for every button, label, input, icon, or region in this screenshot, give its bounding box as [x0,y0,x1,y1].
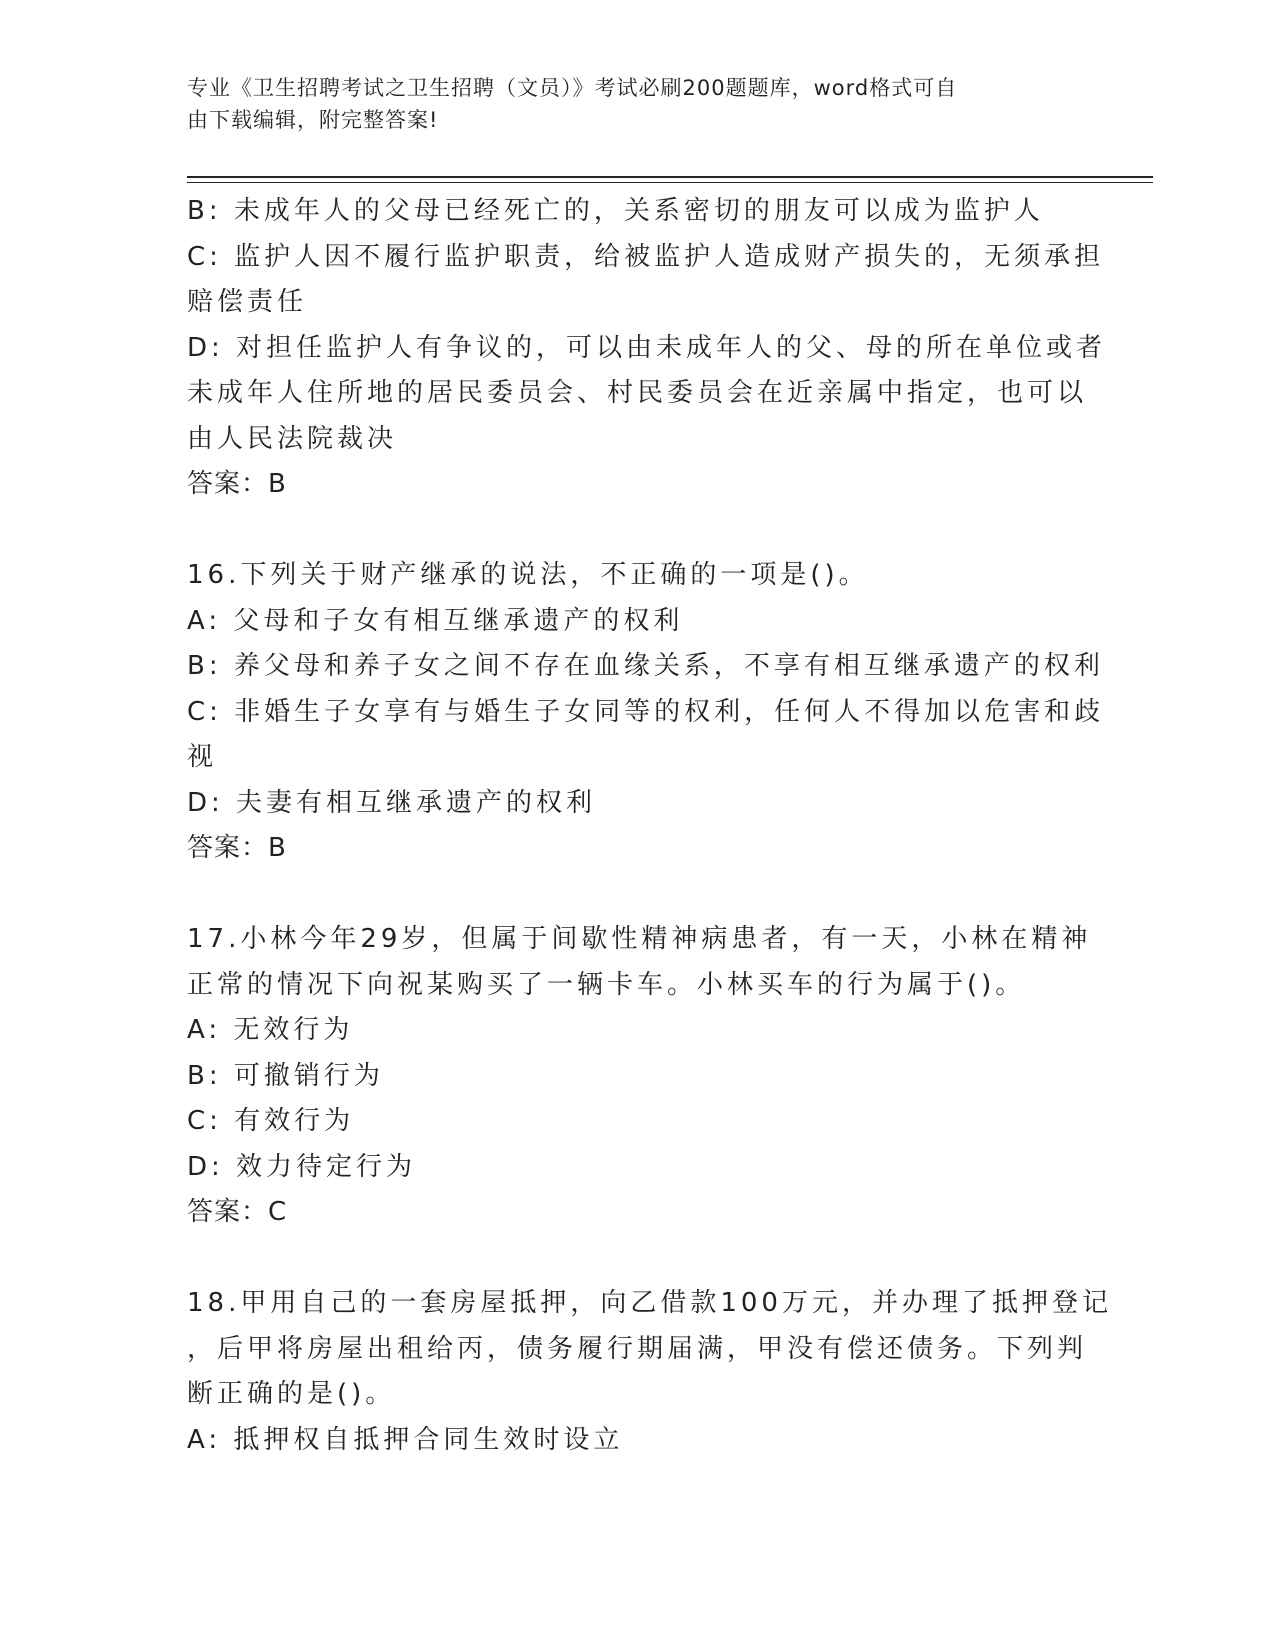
question-text-continued: 正常的情况下向祝某购买了一辆卡车。小林买车的行为属于()。 [187,969,1026,1000]
option-d-continued: 由人民法院裁决 [187,423,398,454]
option-a: A: 无效行为 [187,1015,354,1045]
option-b: B: 可撤销行为 [187,1060,384,1091]
question-list [187,189,1112,1463]
question-15-continued [187,189,1107,508]
option-c: C: 监护人因不履行监护职责，给被监护人造成财产损失的，无须承担 [187,241,1105,272]
option-b: B: 养父母和养子女之间不存在血缘关系，不享有相互继承遗产的权利 [187,651,1104,681]
option-b: B: 未成年人的父母已经死亡的，关系密切的朋友可以成为监护人 [187,196,1044,226]
question-text: 17.小林今年29岁，但属于间歇性精神病患者，有一天，小林在精神 [187,924,1092,954]
option-d: D: 对担任监护人有争议的，可以由未成年人的父、母的所在单位或者 [187,332,1107,363]
question-text: 18.甲用自己的一套房屋抵押，向乙借款100万元，并办理了抵押登记 [187,1288,1112,1318]
answer: 答案：B [187,833,287,863]
question-text-continued: ，后甲将房屋出租给丙，债务履行期届满，甲没有偿还债务。下列判 [187,1333,1088,1364]
option-c-continued: 赔偿责任 [187,287,308,317]
header-title-line-2: 由下载编辑，附完整答案! [187,108,439,132]
answer: 答案：C [187,1197,288,1227]
question-text: 16.下列关于财产继承的说法，不正确的一项是()。 [187,560,869,590]
spacer [187,872,1087,918]
spacer [187,1236,1087,1282]
header-title-line-1: 专业《卫生招聘考试之卫生招聘（文员）》考试必刷200题题库，word格式可自 [187,76,958,100]
question-18 [187,1281,1112,1463]
header-divider-thin [187,182,1153,183]
answer: 答案：B [187,469,287,499]
document-header [187,72,1077,136]
question-16 [187,553,1105,872]
option-c: C: 有效行为 [187,1106,355,1136]
option-c-continued: 视 [187,742,218,772]
spacer [187,508,1087,554]
option-a: A: 抵押权自抵押合同生效时设立 [187,1424,624,1455]
option-d-continued: 未成年人住所地的居民委员会、村民委员会在近亲属中指定，也可以 [187,378,1088,408]
option-c: C: 非婚生子女享有与婚生子女同等的权利，任何人不得加以危害和歧 [187,696,1105,727]
option-a: A: 父母和子女有相互继承遗产的权利 [187,605,684,636]
option-d: D: 夫妻有相互继承遗产的权利 [187,787,597,818]
question-17 [187,917,1092,1236]
option-d: D: 效力待定行为 [187,1151,417,1182]
header-divider-thick [187,176,1153,178]
question-text-continued: 断正确的是()。 [187,1379,396,1409]
